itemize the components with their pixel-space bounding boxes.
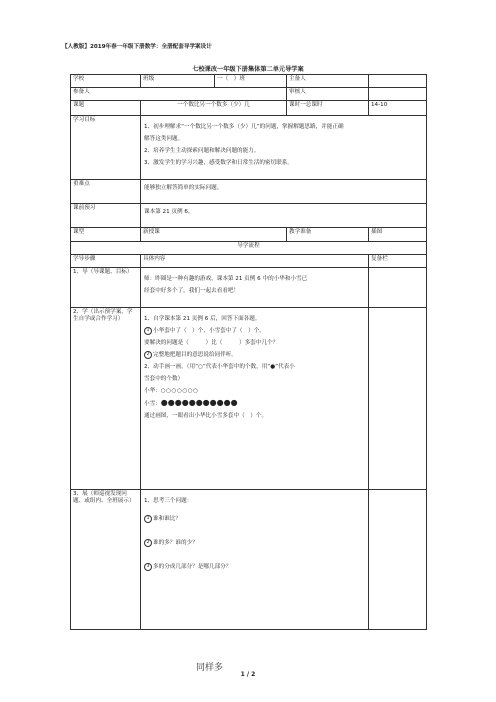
step2-q1a: 小华套中了（ ）个，小雪套中了（ ）个。 xyxy=(153,328,265,334)
xue-label: 小雪： xyxy=(144,401,161,407)
prep-value: 插图 xyxy=(369,228,427,242)
class-value: 一（ ）班 xyxy=(215,75,287,88)
participants-label: 参备人 xyxy=(71,88,287,101)
step2-line xyxy=(144,349,365,361)
step1-content xyxy=(141,268,369,308)
table-row xyxy=(71,101,427,116)
circled-number: 1 xyxy=(144,327,152,335)
footer-text: 同样多 xyxy=(196,663,224,673)
step1-line: 经套中好多个了，我们一起去看看吧！ xyxy=(144,288,240,294)
step3-intro: 1、思考三个问题： xyxy=(144,498,193,504)
document-title: 七校课改一年级下册集体第二单元导学案 xyxy=(192,66,304,73)
content-header: 具体内容 xyxy=(141,255,369,268)
step2-content xyxy=(141,308,369,490)
lead-label: 主备人 xyxy=(287,75,369,88)
step3-line xyxy=(144,537,365,549)
step1-label: 1、导（导课题、目标） xyxy=(71,268,141,308)
objective-line: 2、培养学生主动探索问题和解决问题的能力。 xyxy=(144,148,260,154)
circled-number: 1 xyxy=(144,515,152,523)
step2-q1c: 完整地把题目的意思说给同伴听。 xyxy=(153,352,237,358)
teach-prep-label: 教学准备 xyxy=(287,228,369,242)
step3-line xyxy=(144,561,365,573)
hua-circles: ○○○○○○○ xyxy=(160,388,199,394)
keypoints-text: 能够独立解答简单的实际问题。 xyxy=(141,180,427,204)
topic-label: 课题 xyxy=(71,101,141,116)
step3-label: 3、展（师巡视发现问题、或组内、全班展示） xyxy=(71,490,141,630)
objectives-content xyxy=(141,116,427,180)
table-row xyxy=(71,228,427,242)
class-label: 班级 xyxy=(141,75,215,88)
page-number: 1 / 2 xyxy=(240,671,256,678)
lesson-table xyxy=(70,74,427,630)
step3-line xyxy=(144,513,365,525)
step2-question-1: 1、自学课本第 21 页例 6 后，回答下面各题。 xyxy=(144,316,261,322)
document-header: 【人教版】2019年春一年级下册数学：全册配套导学案设计 xyxy=(62,44,212,50)
hua-row xyxy=(144,385,365,397)
period-label: 课时一总课时 xyxy=(287,101,369,116)
type-value: 新授课 xyxy=(141,228,287,242)
step2-question-2: 2、动手画一画。（用“○”代表小华套中的个数，用“●”代表小 xyxy=(144,364,295,370)
preview-label: 课前预习 xyxy=(71,204,141,228)
hua-label: 小华： xyxy=(144,388,161,394)
step3-content xyxy=(141,490,369,630)
step2-q2b: 雪套中的个数） xyxy=(144,376,184,382)
step2-line xyxy=(144,325,365,337)
step2-q1b: 要解决的问题是（ ）比（ ）多套中几个？ xyxy=(144,340,279,346)
flow-title: 导学流程 xyxy=(71,242,427,255)
preview-text: 课本第 21 页例 6。 xyxy=(141,204,427,228)
table-row xyxy=(71,308,427,490)
xue-row xyxy=(144,397,365,410)
table-row xyxy=(71,116,427,180)
reviewer-label: 审核人 xyxy=(287,88,369,101)
step1-notes xyxy=(369,268,427,308)
table-row xyxy=(71,75,427,88)
table-row xyxy=(71,180,427,204)
step3-notes xyxy=(369,490,427,630)
reviewer-value xyxy=(369,88,427,101)
lead-value xyxy=(369,75,427,88)
objective-line: 3、激发学生的学习兴趣，感受数学和日常生活的密切联系。 xyxy=(144,160,293,166)
step3-t3: 多的分成几部分？是哪几部分？ xyxy=(153,564,232,570)
table-row xyxy=(71,88,427,101)
notes-header: 复备栏 xyxy=(369,255,427,268)
xue-dots: ●●●●●●●●●●● xyxy=(160,398,238,407)
objective-line: 解答这类问题。 xyxy=(144,136,184,142)
type-label: 课型 xyxy=(71,228,141,242)
step3-t2: 谁的多？谁的少？ xyxy=(153,540,198,546)
step2-label: 2、学（出示预学案，学生自学或合作学习） xyxy=(71,308,141,490)
step2-q2c: 通过画图，一眼看出小华比小雪多套中（ ）个。 xyxy=(144,413,268,419)
table-row xyxy=(71,204,427,228)
period-value: 14-10 xyxy=(369,101,427,116)
table-row xyxy=(71,490,427,630)
table-row xyxy=(71,268,427,308)
circled-number: 2 xyxy=(144,539,152,547)
objectives-label: 学习目标 xyxy=(71,116,141,180)
step1-line: 师：昨圈是一种有趣的游戏，课本第 21 页例 6 中的小华和小雪已 xyxy=(144,276,308,282)
step2-notes xyxy=(369,308,427,490)
objective-line: 1、初步理解求“一个数比另一个数多（少）几”的问题，掌握解题思路，并能正确 xyxy=(144,124,344,130)
table-row xyxy=(71,255,427,268)
school-label: 学校 xyxy=(71,75,141,88)
table-row xyxy=(71,242,427,255)
keypoints-label: 重难点 xyxy=(71,180,141,204)
circled-number: 2 xyxy=(144,351,152,359)
circled-number: 3 xyxy=(144,563,152,571)
topic-value: 一个数比另一个数多（少）几 xyxy=(141,101,287,116)
step3-t1: 谁和谁比？ xyxy=(153,516,181,522)
step-header: 学导步骤 xyxy=(71,255,141,268)
